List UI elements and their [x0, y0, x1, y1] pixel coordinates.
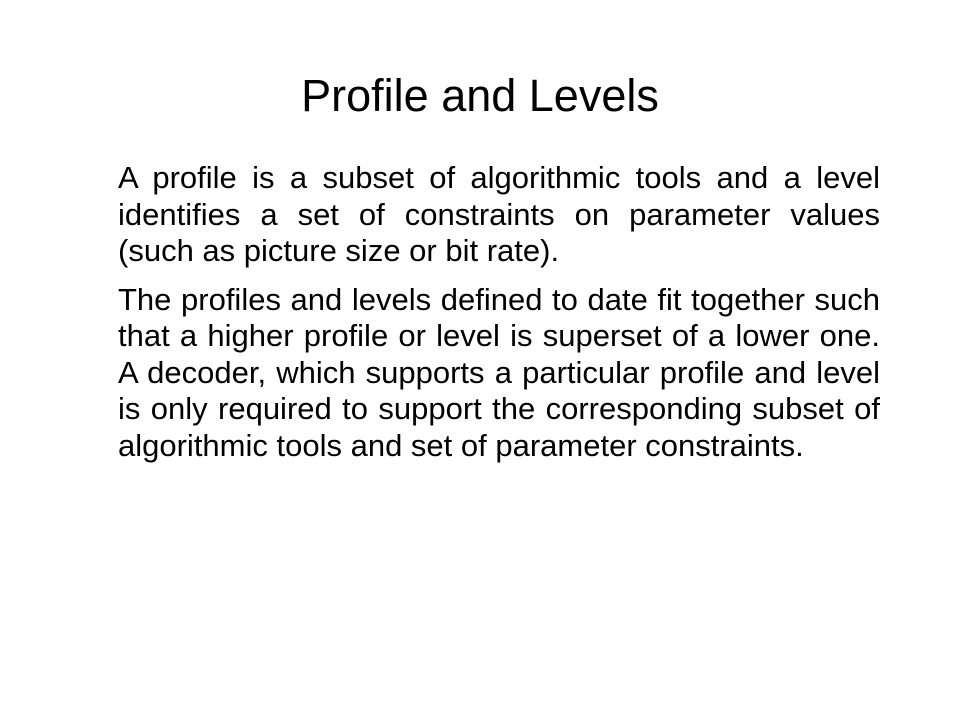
slide-title: Profile and Levels — [301, 70, 659, 121]
paragraph-profile-hierarchy: The profiles and levels defined to date fit together such that a higher profile or level is superset of a lower one. A decoder, which supports a particular profile and level is only required to support the corresponding subset of algorithmic tools and set of parameter constraints. — [118, 281, 880, 463]
paragraph-profile-definition: A profile is a subset of algorithmic tools and a level identifies a set of constraints on parameter values (such as picture size or bit rate). — [118, 160, 880, 268]
slide-body — [118, 160, 880, 476]
